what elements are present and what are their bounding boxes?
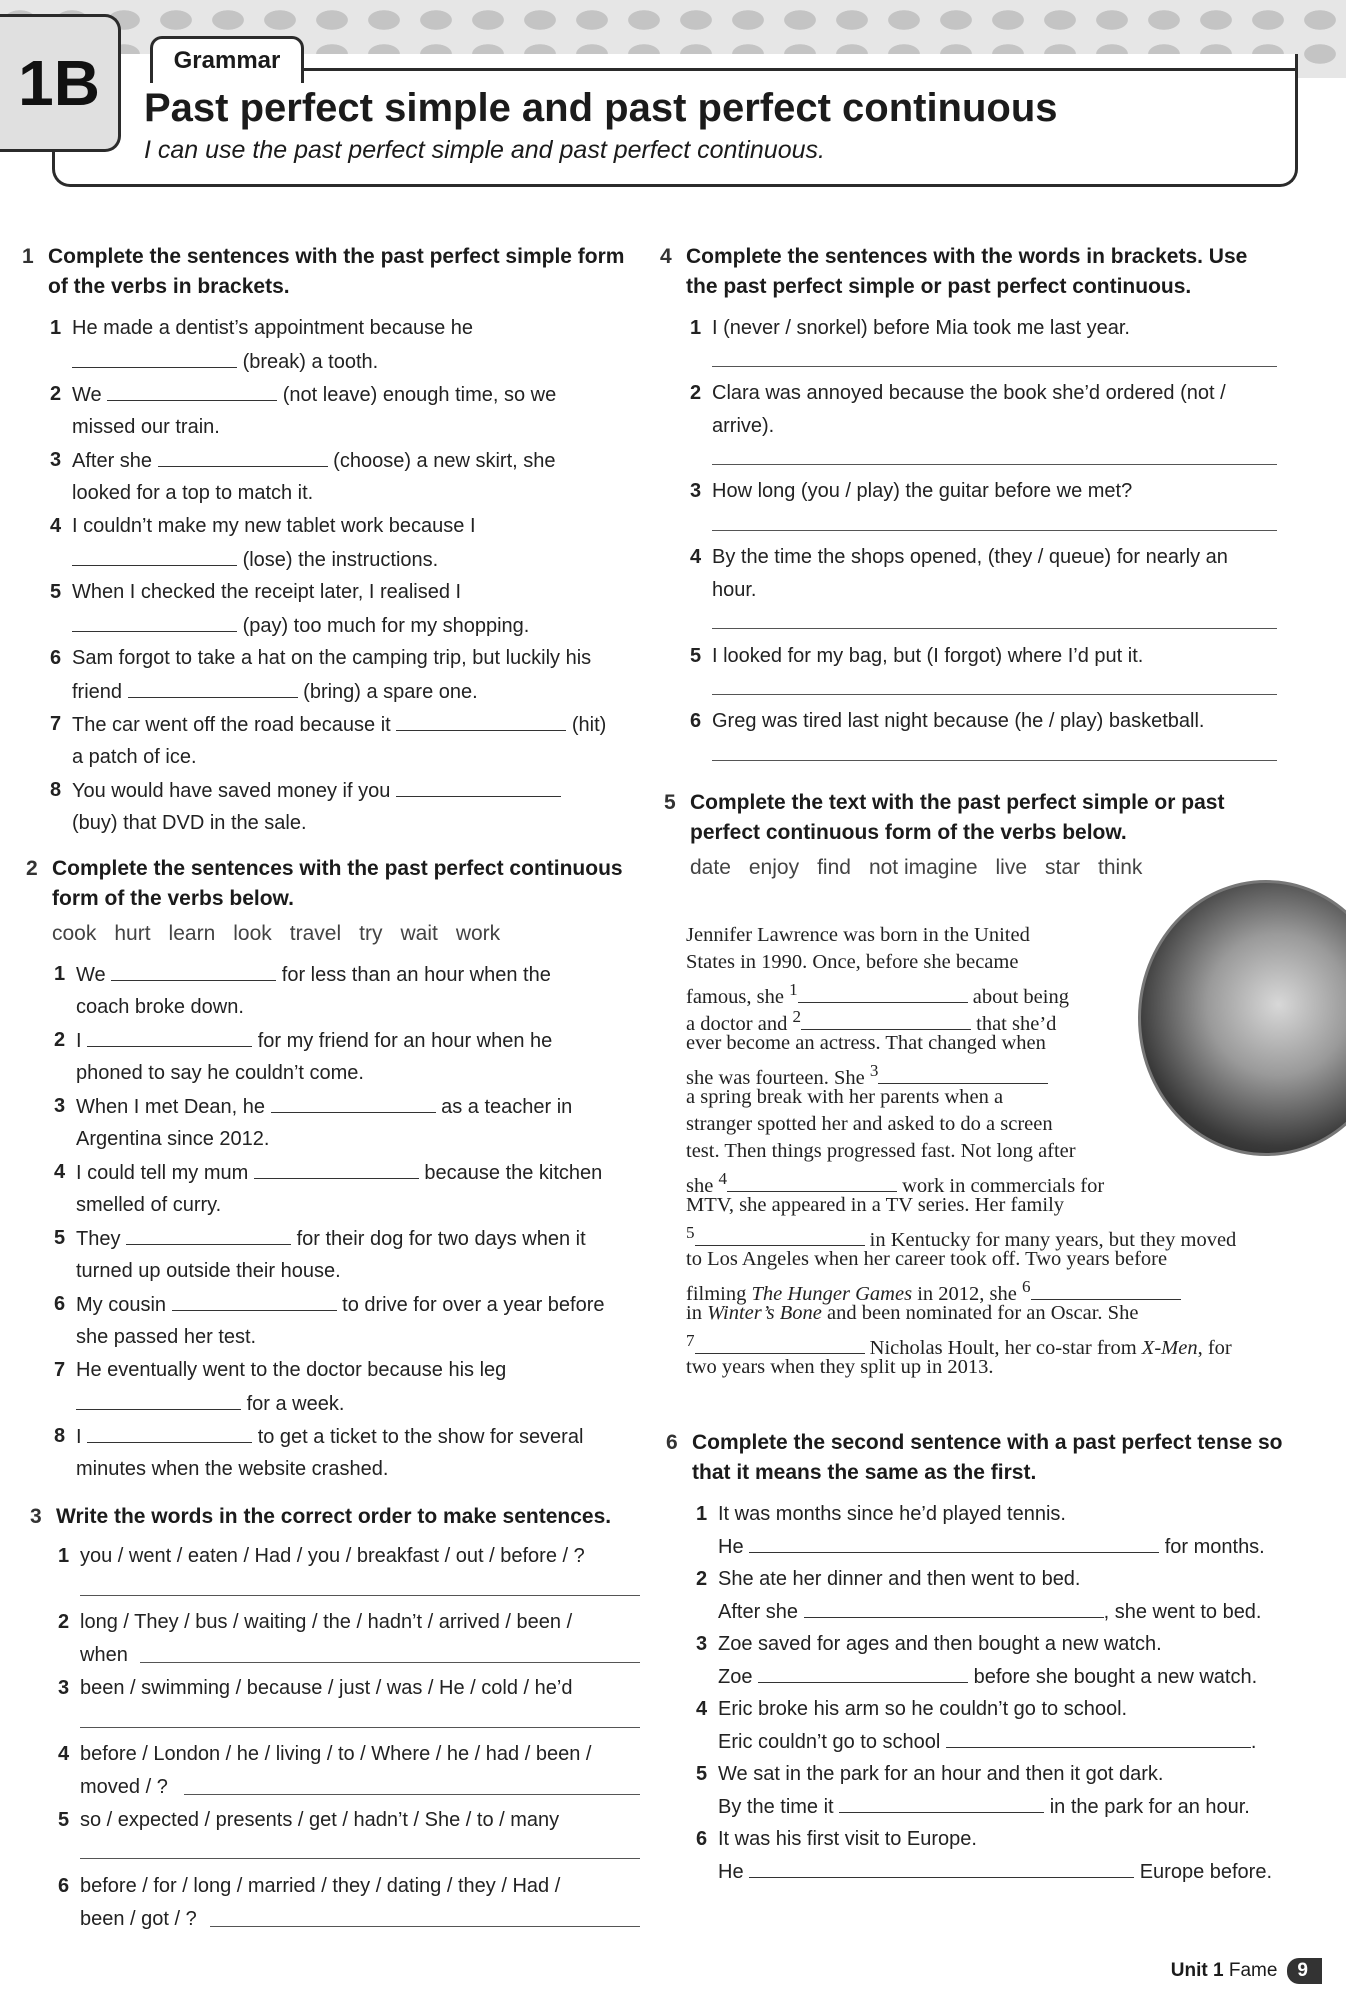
ex2-item-3-cont: Argentina since 2012. [76, 1128, 270, 1150]
ex2-item-4-text: I could tell my mum [76, 1162, 249, 1184]
answer-gap[interactable] [396, 774, 561, 797]
word-option: try [359, 922, 383, 945]
word-option: enjoy [748, 856, 800, 879]
ex1-item-3-cont: looked for a top to match it. [72, 482, 314, 504]
passage-text: filming [686, 1282, 747, 1305]
ex6-item-3 [696, 1628, 1162, 1660]
answer-gap[interactable] [72, 345, 237, 368]
ex1-item-3-text: After she [72, 450, 153, 472]
ex2-item-3-text2: as a teacher in [441, 1096, 573, 1118]
ex2-item-7-cont [76, 1387, 344, 1420]
passage-text: in 2012, she [917, 1282, 1017, 1305]
word-option: not imagine [868, 856, 978, 879]
passage-text: that she’d [976, 1012, 1057, 1035]
answer-gap[interactable] [804, 1595, 1104, 1618]
ex1-item-4 [50, 510, 476, 542]
ex2-item-6-text2: to drive for over a year before [342, 1294, 605, 1316]
passage-text: work in commercials for [902, 1174, 1105, 1197]
item-number: 3 [690, 480, 702, 502]
ex6-item-1-text: It was months since he’d played tennis. [718, 1503, 1066, 1525]
answer-gap[interactable] [172, 1288, 337, 1311]
ex6-item-6-text2: He [718, 1861, 744, 1883]
item-number: 4 [696, 1698, 708, 1720]
ex6-item-5-text: We sat in the park for an hour and then it got dark. [718, 1763, 1164, 1785]
ex1-item-7-text2: (hit) [571, 714, 607, 736]
ex5-instructions [664, 788, 1330, 848]
ex3-item-4 [58, 1738, 592, 1770]
word-option: think [1098, 856, 1143, 879]
item-number: 4 [54, 1161, 66, 1183]
ex6-number: 6 [666, 1431, 678, 1454]
ex4-item-4 [690, 541, 1228, 573]
item-number: 6 [690, 710, 702, 732]
answer-gap[interactable] [87, 1420, 252, 1443]
ex1-item-8-text: You would have saved money if you [72, 780, 391, 802]
answer-gap[interactable] [695, 1223, 865, 1246]
ex4-item-3-text: How long (you / play) the guitar before we met? [712, 480, 1133, 502]
gap-number: 7 [686, 1331, 695, 1350]
item-number: 1 [690, 317, 702, 339]
ex2-item-8-text2: to get a ticket to the show for several [257, 1426, 584, 1448]
answer-gap[interactable] [758, 1660, 968, 1683]
ex1-item-7-cont: a patch of ice. [72, 746, 197, 768]
page-subtitle: I can use the past perfect simple and past perfect continuous. [144, 136, 825, 164]
passage-text: she [686, 1174, 714, 1197]
answer-gap[interactable] [158, 444, 328, 467]
passage-line: Jennifer Lawrence was born in the United [686, 924, 1030, 946]
passage-line: ever become an actress. That changed when [686, 1032, 1046, 1054]
answer-line[interactable] [184, 1794, 640, 1795]
ex2-item-2-text2: for my friend for an hour when he [257, 1030, 553, 1052]
answer-gap[interactable] [107, 378, 277, 401]
passage-line [686, 1300, 1138, 1327]
portrait-photo [1138, 880, 1346, 1156]
word-option: wait [400, 922, 438, 945]
word-option: learn [168, 922, 216, 945]
page-title: Past perfect simple and past perfect continuous [144, 86, 1058, 130]
ex6-item-4-rewrite [718, 1725, 1256, 1758]
gap-number: 6 [1021, 1277, 1031, 1296]
ex6-instructions [666, 1428, 1332, 1488]
answer-gap[interactable] [128, 675, 298, 698]
ex3-item-6-text2: been / got / ? [80, 1908, 197, 1930]
ex2-item-3-text: When I met Dean, he [76, 1096, 265, 1118]
item-number: 1 [54, 963, 66, 985]
passage-line: two years when they split up in 2013. [686, 1356, 994, 1378]
ex4-item-6 [690, 705, 1205, 737]
answer-line[interactable] [712, 530, 1277, 531]
answer-gap[interactable] [87, 1024, 252, 1047]
answer-line[interactable] [712, 628, 1277, 629]
item-number: 1 [696, 1503, 708, 1525]
gap-number: 3 [869, 1061, 879, 1080]
ex6-item-2-text2: After she [718, 1601, 799, 1623]
ex3-item-1 [58, 1540, 585, 1572]
ex4-item-1-text: I (never / snorkel) before Mia took me last year. [712, 317, 1130, 339]
item-number: 1 [50, 317, 62, 339]
answer-line[interactable] [80, 1727, 640, 1728]
ex2-instr-line1: Complete the sentences with the past perfect continuous [52, 857, 623, 880]
item-number: 5 [54, 1227, 66, 1249]
ex2-item-5-text2: for their dog for two days when it [296, 1228, 586, 1250]
ex1-item-3 [50, 444, 556, 477]
ex1-item-4-text: I couldn’t make my new tablet work because I [72, 515, 476, 537]
answer-gap[interactable] [396, 708, 566, 731]
item-number: 2 [696, 1568, 708, 1590]
ex2-item-4-cont: smelled of curry. [76, 1194, 222, 1216]
ex6-item-5-text3: in the park for an hour. [1049, 1796, 1250, 1818]
passage-line: States in 1990. Once, before she became [686, 951, 1019, 973]
ex1-item-8-cont: (buy) that DVD in the sale. [72, 812, 307, 834]
word-option: live [995, 856, 1028, 879]
item-number: 8 [54, 1425, 66, 1447]
ex1-item-5 [50, 576, 462, 608]
answer-gap[interactable] [749, 1855, 1134, 1878]
item-number: 4 [690, 546, 702, 568]
ex1-item-1-text2: (break) a tooth. [242, 351, 379, 373]
item-number: 8 [50, 779, 62, 801]
ex6-item-6-text3: Europe before. [1139, 1861, 1273, 1883]
word-option: work [455, 922, 501, 945]
item-number: 2 [690, 382, 702, 404]
ex1-item-4-text2: (lose) the instructions. [242, 549, 439, 571]
item-number: 4 [50, 515, 62, 537]
gap-number: 2 [792, 1007, 801, 1026]
ex3-item-6-cont [80, 1903, 197, 1935]
footer-unit: Unit 1 [1170, 1960, 1224, 1981]
ex3-item-3-text: been / swimming / because / just / was / He / cold / he’d [80, 1677, 573, 1699]
item-number: 2 [50, 383, 62, 405]
ex1-item-6 [50, 642, 592, 674]
ex4-item-4-text: By the time the shops opened, (they / queue) for nearly an [712, 546, 1228, 568]
passage-line: stranger spotted her and asked to do a screen [686, 1113, 1053, 1135]
word-option: star [1045, 856, 1081, 879]
ex6-item-2-rewrite [718, 1595, 1262, 1628]
ex2-item-6-cont: she passed her test. [76, 1326, 257, 1348]
ex6-item-1-text3: for months. [1164, 1536, 1265, 1558]
ex4-item-6-text: Greg was tired last night because (he / play) basketball. [712, 710, 1205, 732]
word-option: hurt [114, 922, 151, 945]
ex4-instr-line2: the past perfect simple or past perfect continuous. [686, 275, 1192, 298]
ex3-instructions [30, 1502, 656, 1532]
passage-text: Nicholas Hoult, her co-star from [869, 1336, 1137, 1359]
answer-gap[interactable] [695, 1331, 865, 1354]
ex5-word-box [690, 856, 1160, 880]
item-number: 3 [50, 449, 62, 471]
ex6-item-6-text: It was his first visit to Europe. [718, 1828, 977, 1850]
ex2-item-1 [54, 958, 551, 991]
answer-gap[interactable] [727, 1169, 897, 1192]
ex3-item-5 [58, 1804, 560, 1836]
answer-gap[interactable] [1031, 1277, 1181, 1300]
ex2-item-2-text: I [76, 1030, 82, 1052]
ex2-item-2 [54, 1024, 553, 1057]
ex3-item-6-text: before / for / long / married / they / dating / they / Had / [80, 1875, 561, 1897]
answer-line[interactable] [210, 1926, 640, 1927]
answer-gap[interactable] [798, 980, 968, 1003]
ex4-item-3 [690, 475, 1133, 507]
item-number: 3 [696, 1633, 708, 1655]
ex1-item-6-text3: (bring) a spare one. [303, 681, 478, 703]
ex6-item-4-text2: Eric couldn’t go to school [718, 1731, 941, 1753]
ex3-item-5-text: so / expected / presents / get / hadn’t / She / to / many [80, 1809, 560, 1831]
page-number: 9 [1287, 1958, 1322, 1984]
ex1-instr-line2: of the verbs in brackets. [48, 275, 290, 298]
ex1-item-4-cont [72, 543, 438, 576]
ex2-word-box [52, 922, 518, 946]
gap-number: 5 [686, 1223, 695, 1242]
ex1-item-1-text: He made a dentist’s appointment because he [72, 317, 474, 339]
ex1-item-8 [50, 774, 561, 807]
ex3-instr-line1: Write the words in the correct order to make sentences. [56, 1505, 612, 1528]
ex2-instructions [26, 854, 652, 914]
passage-line: to Los Angeles when her career took off. Two years before [686, 1248, 1168, 1270]
ex3-item-2-text2: when [80, 1644, 128, 1666]
ex4-item-4-cont: hour. [712, 579, 757, 601]
ex6-item-1-rewrite [718, 1530, 1265, 1563]
answer-gap[interactable] [749, 1530, 1159, 1553]
ex6-item-2-text3: , she went to bed. [1103, 1601, 1262, 1623]
ex2-item-7-text: He eventually went to the doctor because his leg [76, 1359, 507, 1381]
ex6-instr-line1: Complete the second sentence with a past perfect tense so [692, 1431, 1283, 1454]
answer-gap[interactable] [254, 1156, 419, 1179]
ex1-item-6-text: Sam forgot to take a hat on the camping trip, but luckily his [72, 647, 592, 669]
ex1-item-5-text2: (pay) too much for my shopping. [242, 615, 530, 637]
gap-number: 1 [789, 980, 798, 999]
ex2-item-1-cont: coach broke down. [76, 996, 244, 1018]
ex2-item-7 [54, 1354, 507, 1386]
item-number: 1 [58, 1545, 70, 1567]
passage-text: famous, she [686, 985, 784, 1008]
ex1-item-6-text2: friend [72, 681, 123, 703]
ex6-item-5 [696, 1758, 1164, 1790]
word-option: cook [52, 922, 97, 945]
ex1-item-2-text2: (not leave) enough time, so we [282, 384, 557, 406]
answer-gap[interactable] [801, 1007, 971, 1030]
item-number: 6 [54, 1293, 66, 1315]
item-number: 5 [690, 645, 702, 667]
ex4-number: 4 [660, 245, 672, 268]
ex4-item-2-cont: arrive). [712, 415, 775, 437]
ex2-number: 2 [26, 857, 38, 880]
ex6-item-6-rewrite [718, 1855, 1272, 1888]
ex6-item-5-rewrite [718, 1790, 1250, 1823]
answer-line[interactable] [140, 1662, 640, 1663]
ex6-item-3-text: Zoe saved for ages and then bought a new watch. [718, 1633, 1162, 1655]
ex1-item-1-cont [72, 345, 378, 378]
answer-line[interactable] [712, 694, 1277, 695]
ex1-instructions [22, 242, 648, 302]
ex6-item-3-rewrite [718, 1660, 1257, 1693]
ex5-instr-line1: Complete the text with the past perfect simple or past [690, 791, 1225, 814]
ex2-item-1-text: We [76, 964, 106, 986]
answer-line[interactable] [712, 366, 1277, 367]
ex2-item-3 [54, 1090, 573, 1123]
item-number: 7 [50, 713, 62, 735]
item-number: 3 [58, 1677, 70, 1699]
ex1-instr-line1: Complete the sentences with the past perfect simple form [48, 245, 625, 268]
item-number: 7 [54, 1359, 66, 1381]
ex3-item-6 [58, 1870, 561, 1902]
passage-text: a doctor and [686, 1012, 788, 1035]
ex4-item-2-text: Clara was annoyed because the book she’d ordered (not / [712, 382, 1226, 404]
section-tab: Grammar [150, 36, 304, 83]
ex4-instructions [660, 242, 1326, 302]
unit-badge: 1B [0, 14, 121, 152]
ex3-item-2 [58, 1606, 573, 1638]
film-title: The Hunger Games [751, 1282, 913, 1305]
ex3-item-3 [58, 1672, 573, 1704]
item-number: 5 [58, 1809, 70, 1831]
ex3-item-4-cont [80, 1771, 168, 1803]
ex2-item-1-text2: for less than an hour when the [281, 964, 551, 986]
passage-line: a spring break with her parents when a [686, 1086, 1004, 1108]
film-title: Winter’s Bone [707, 1302, 822, 1324]
passage-line: test. Then things progressed fast. Not long after [686, 1140, 1076, 1162]
word-option: find [817, 856, 851, 879]
ex1-item-2 [50, 378, 557, 411]
ex1-number: 1 [22, 245, 34, 268]
passage-text: she was fourteen. She [686, 1066, 865, 1089]
item-number: 5 [50, 581, 62, 603]
ex6-item-3-text2: Zoe [718, 1666, 753, 1688]
answer-gap[interactable] [111, 958, 276, 981]
ex6-item-1 [696, 1498, 1066, 1530]
ex4-item-1 [690, 312, 1130, 344]
ex4-item-5 [690, 640, 1144, 672]
ex6-item-6 [696, 1823, 977, 1855]
passage-text: , for [1197, 1336, 1232, 1359]
ex6-item-4-text: Eric broke his arm so he couldn’t go to school. [718, 1698, 1128, 1720]
passage-text: in [686, 1302, 702, 1324]
ex3-number: 3 [30, 1505, 42, 1528]
item-number: 6 [58, 1875, 70, 1897]
ex1-item-2-cont: missed our train. [72, 416, 220, 438]
item-number: 6 [696, 1828, 708, 1850]
ex6-item-2 [696, 1563, 1081, 1595]
item-number: 4 [58, 1743, 70, 1765]
ex1-item-2-text: We [72, 384, 102, 406]
ex5-number: 5 [664, 791, 676, 814]
word-option: date [690, 856, 731, 879]
footer-unit-name: Fame [1228, 1960, 1278, 1981]
answer-line[interactable] [712, 464, 1277, 465]
ex1-item-7 [50, 708, 607, 741]
ex5-instr-line2: perfect continuous form of the verbs below. [690, 821, 1127, 844]
ex6-instr-line2: that it means the same as the first. [692, 1461, 1037, 1484]
passage-text: and been nominated for an Oscar. She [827, 1302, 1139, 1324]
item-number: 3 [54, 1095, 66, 1117]
ex2-item-5-cont: turned up outside their house. [76, 1260, 341, 1282]
header-rule [300, 68, 1295, 71]
ex1-item-3-text2: (choose) a new skirt, she [333, 450, 556, 472]
ex2-item-2-cont: phoned to say he couldn’t come. [76, 1062, 364, 1084]
ex6-item-4 [696, 1693, 1128, 1725]
answer-gap[interactable] [76, 1387, 241, 1410]
ex1-item-6-cont [72, 675, 478, 708]
word-option: look [233, 922, 272, 945]
answer-gap[interactable] [271, 1090, 436, 1113]
passage-text: about being [972, 985, 1069, 1008]
ex3-item-4-text2: moved / ? [80, 1776, 168, 1798]
ex4-item-2 [690, 377, 1226, 409]
answer-gap[interactable] [72, 609, 237, 632]
ex2-item-8-text: I [76, 1426, 82, 1448]
ex6-item-4-text3: . [1250, 1731, 1257, 1753]
ex2-item-8 [54, 1420, 584, 1453]
answer-line[interactable] [712, 760, 1277, 761]
answer-gap[interactable] [878, 1061, 1048, 1084]
ex1-item-5-text: When I checked the receipt later, I realised I [72, 581, 462, 603]
ex2-instr-line2: form of the verbs below. [52, 887, 294, 910]
ex2-item-4-text2: because the kitchen [424, 1162, 603, 1184]
ex3-item-4-text: before / London / he / living / to / Where / he / had / been / [80, 1743, 592, 1765]
ex2-item-7-text2: for a week. [246, 1393, 345, 1415]
ex1-item-1 [50, 312, 474, 344]
word-option: travel [289, 922, 342, 945]
ex2-item-4 [54, 1156, 603, 1189]
ex4-item-5-text: I looked for my bag, but (I forgot) where I’d put it. [712, 645, 1144, 667]
answer-gap[interactable] [839, 1790, 1044, 1813]
ex2-item-5 [54, 1222, 586, 1255]
ex6-item-5-text2: By the time it [718, 1796, 834, 1818]
item-number: 2 [54, 1029, 66, 1051]
passage-text: in Kentucky for many years, but they moved [869, 1228, 1237, 1251]
answer-line[interactable] [80, 1858, 640, 1859]
ex2-item-5-text: They [76, 1228, 121, 1250]
item-number: 2 [58, 1611, 70, 1633]
ex1-item-5-cont [72, 609, 529, 642]
ex3-item-1-text: you / went / eaten / Had / you / breakfast / out / before / ? [80, 1545, 585, 1567]
ex4-instr-line1: Complete the sentences with the words in brackets. Use [686, 245, 1248, 268]
item-number: 5 [696, 1763, 708, 1785]
answer-gap[interactable] [946, 1725, 1251, 1748]
ex1-item-7-text: The car went off the road because it [72, 714, 391, 736]
ex2-item-6-text: My cousin [76, 1294, 167, 1316]
ex2-item-6 [54, 1288, 605, 1321]
answer-gap[interactable] [72, 543, 237, 566]
ex6-item-2-text: She ate her dinner and then went to bed. [718, 1568, 1081, 1590]
item-number: 6 [50, 647, 62, 669]
ex2-item-8-cont: minutes when the website crashed. [76, 1458, 389, 1480]
page-footer [1171, 1958, 1322, 1984]
ex6-item-3-text3: before she bought a new watch. [973, 1666, 1258, 1688]
answer-gap[interactable] [126, 1222, 291, 1245]
ex3-item-2-cont [80, 1639, 128, 1671]
ex6-item-1-text2: He [718, 1536, 744, 1558]
answer-line[interactable] [80, 1595, 640, 1596]
ex3-item-2-text: long / They / bus / waiting / the / hadn’t / arrived / been / [80, 1611, 573, 1633]
gap-number: 4 [718, 1169, 727, 1188]
passage-line: MTV, she appeared in a TV series. Her family [686, 1194, 1065, 1216]
film-title: X-Men [1141, 1336, 1198, 1359]
